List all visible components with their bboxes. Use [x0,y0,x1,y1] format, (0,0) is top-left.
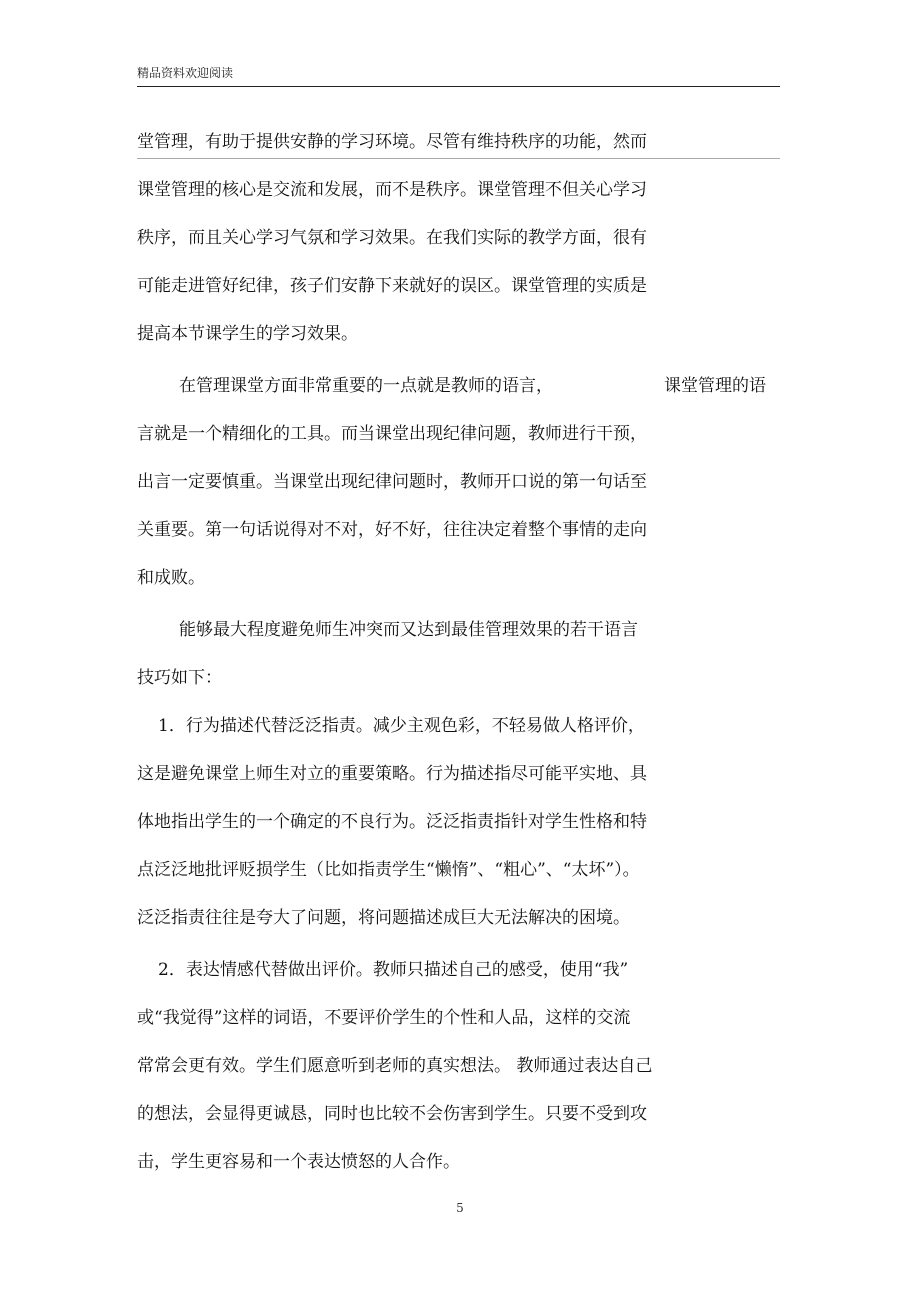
text-line: 堂管理，有助于提供安静的学习环境。尽管有维持秩序的功能，然而 [137,132,647,152]
text-line: 击，学生更容易和一个表达愤怒的人合作。 [137,1152,460,1172]
text-line: 和成败。 [137,568,205,588]
text-line: 常常会更有效。学生们愿意听到老师的真实想法。 教师通过表达自己 [137,1056,653,1076]
text-line: 在管理课堂方面非常重要的一点就是教师的语言， [179,376,553,396]
text-line: 或“我觉得”这样的词语，不要评价学生的个性和人品，这样的交流 [137,1008,631,1028]
page-header: 精品资料欢迎阅读 [137,66,234,80]
divider-line [137,158,780,159]
text-line: 秩序，而且关心学习气氛和学习效果。在我们实际的教学方面，很有 [137,228,647,248]
text-line: 课堂管理的核心是交流和发展，而不是秩序。课堂管理不但关心学习 [137,180,647,200]
text-line: 的想法，会显得更诚恳，同时也比较不会伤害到学生。只要不受到攻 [137,1104,647,1124]
list-item-2: 2．表达情感代替做出评价。教师只描述自己的感受，使用“我” [158,960,629,980]
page-number: 5 [456,1201,464,1215]
text-line: 泛泛指责往往是夸大了问题，将问题描述成巨大无法解决的困境。 [137,908,630,928]
text-line: 这是避免课堂上师生对立的重要策略。行为描述指尽可能平实地、具 [137,764,647,784]
text-line: 提高本节课学生的学习效果。 [137,324,358,344]
text-line: 出言一定要慎重。当课堂出现纪律问题时，教师开口说的第一句话至 [137,472,647,492]
text-line: 技巧如下： [137,668,222,688]
text-line: 体地指出学生的一个确定的不良行为。泛泛指责指针对学生性格和特 [137,812,647,832]
header-rule [137,86,780,87]
text-line: 课堂管理的语 [664,376,766,396]
list-item-1: 1．行为描述代替泛泛指责。减少主观色彩，不轻易做人格评价， [158,716,645,736]
text-line: 关重要。第一句话说得对不对，好不好，往往决定着整个事情的走向 [137,520,647,540]
text-line: 点泛泛地批评贬损学生（比如指责学生“懒惰”、“粗心”、“太坏”）。 [137,860,640,880]
text-line: 言就是一个精细化的工具。而当课堂出现纪律问题，教师进行干预， [137,424,647,444]
text-line: 可能走进管好纪律，孩子们安静下来就好的误区。课堂管理的实质是 [137,276,647,296]
text-line: 能够最大程度避免师生冲突而又达到最佳管理效果的若干语言 [179,620,638,640]
